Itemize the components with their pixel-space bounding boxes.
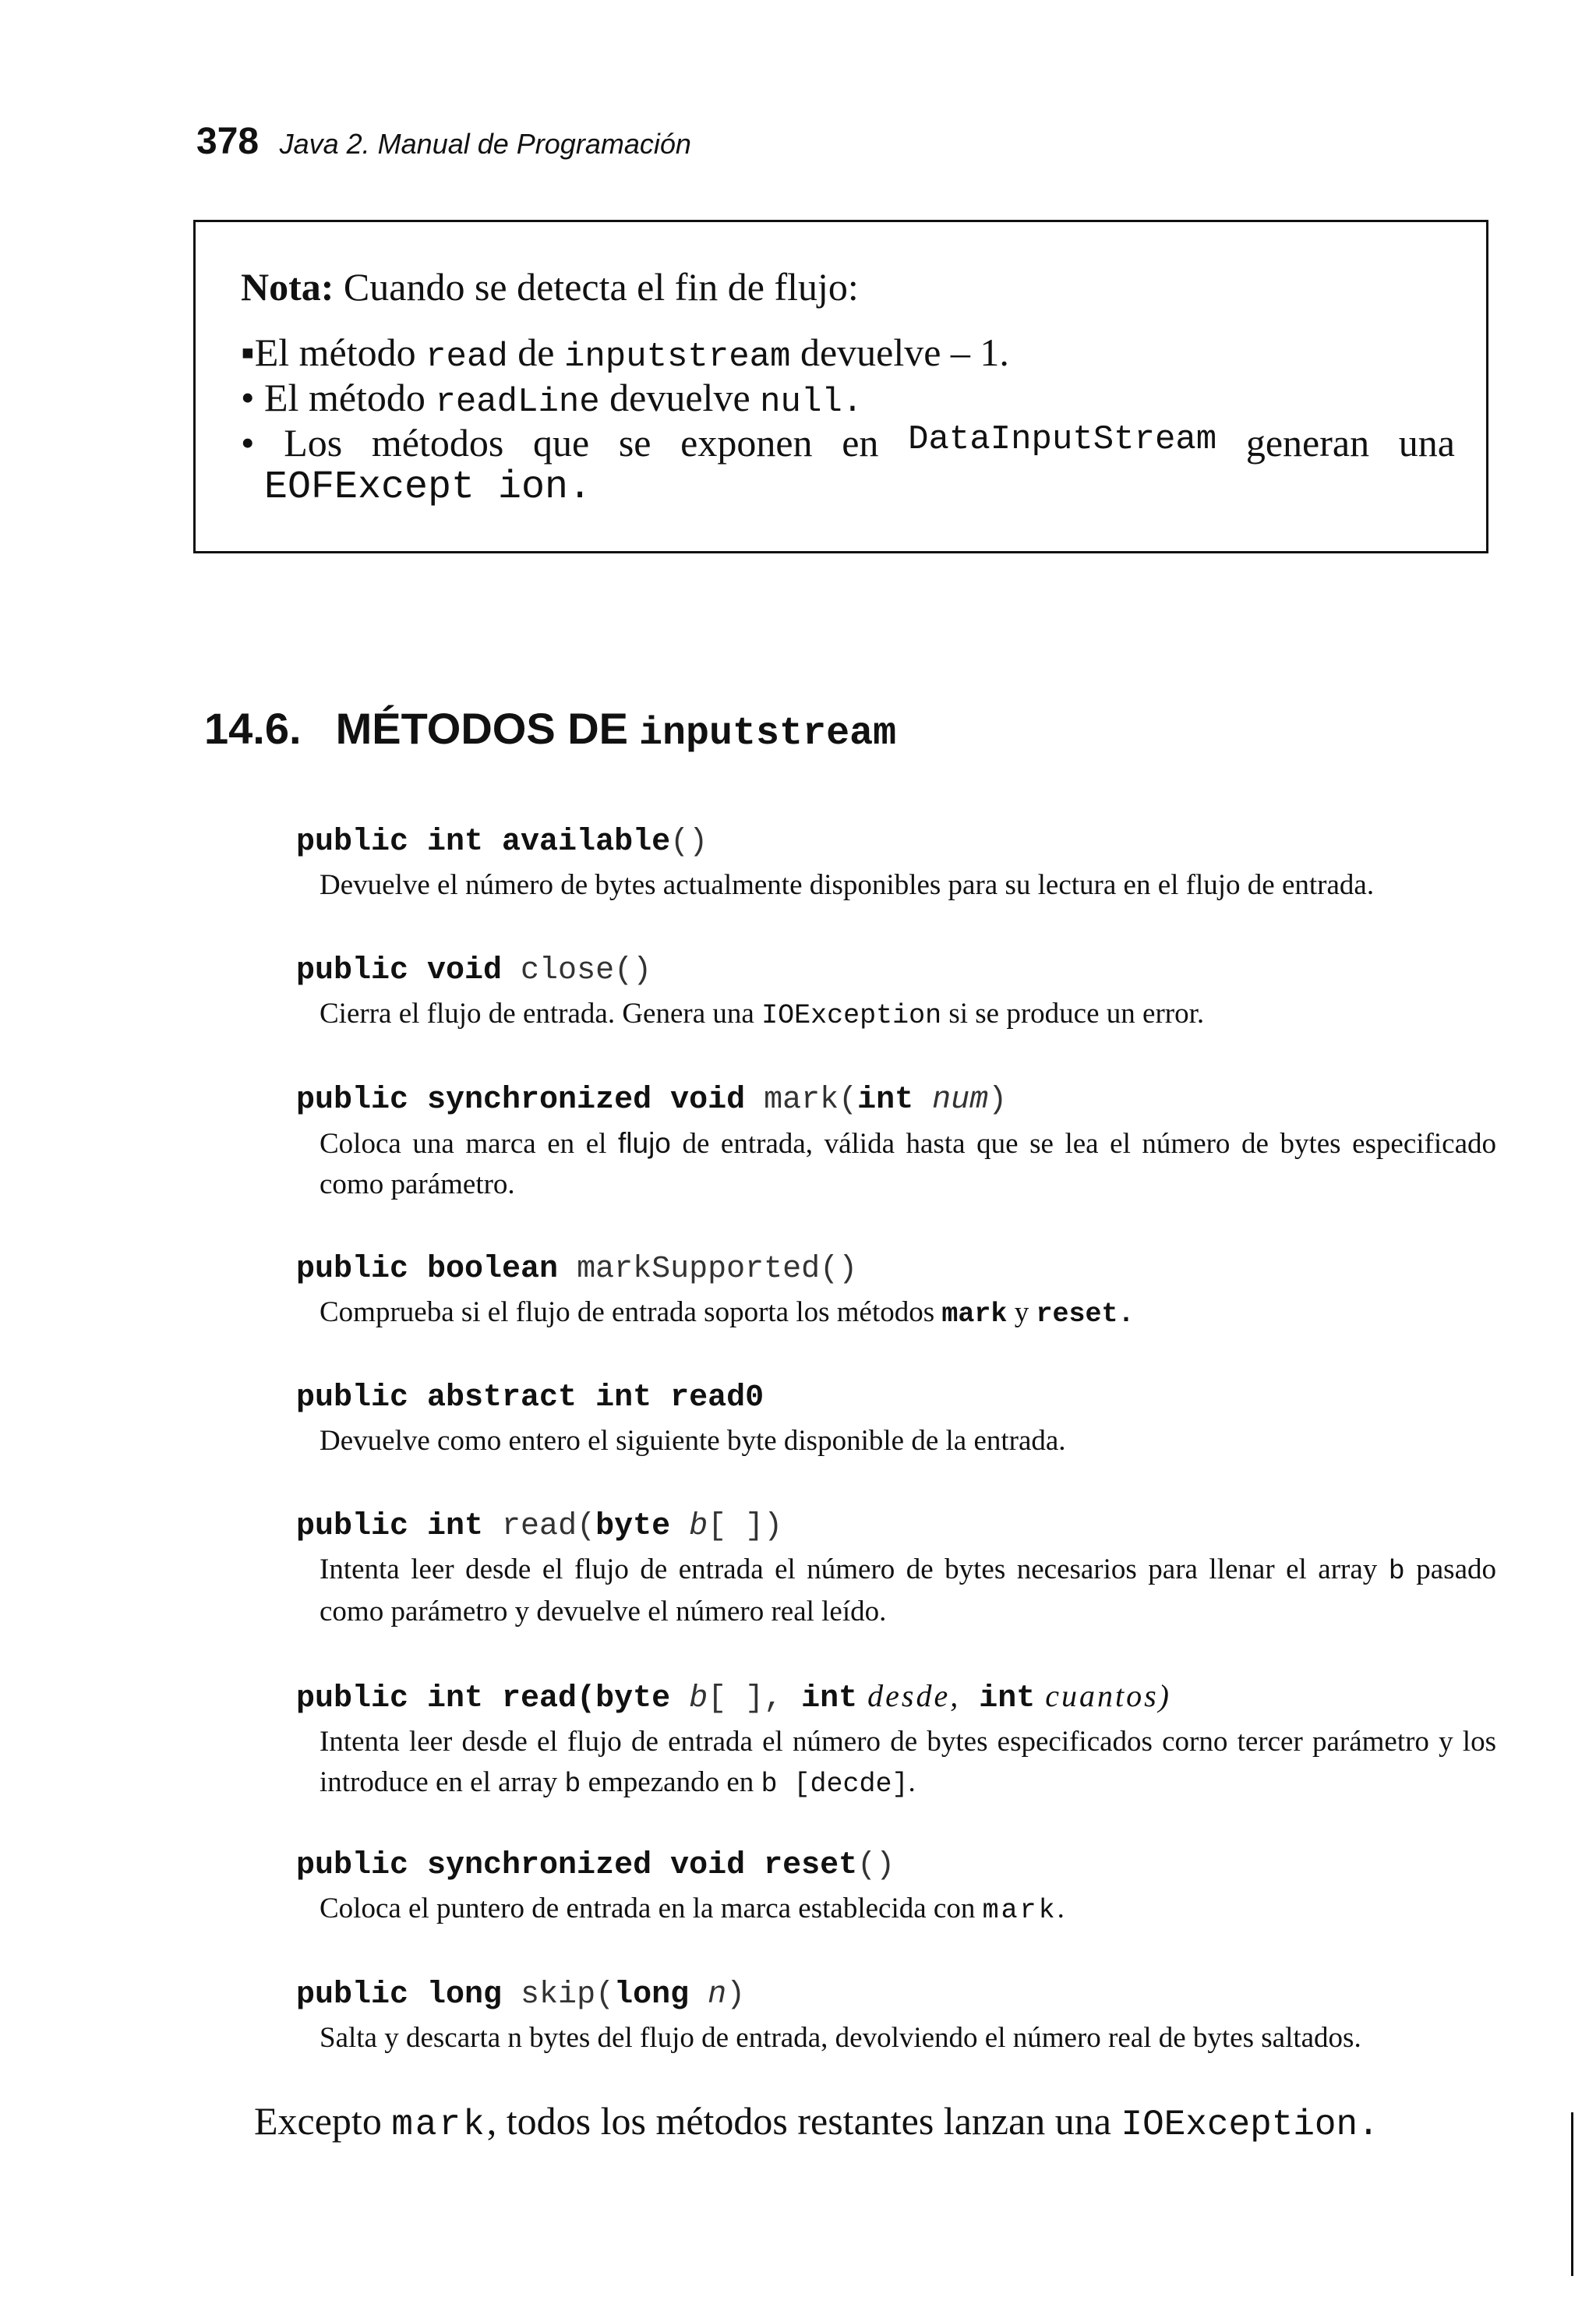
sig-keywords: public boolean (296, 1252, 559, 1287)
sig-rest: close() (502, 953, 652, 988)
page-header (196, 118, 691, 168)
method-read-range (296, 1673, 1496, 1804)
desc-text: de entrada, válida hasta que se lea el número de bytes especificado como parámetro. (320, 1128, 1497, 1200)
desc-text: Intenta leer desde el flujo de entrada el número de bytes especificados corno tercer parámetro y los introduce en el array (320, 1726, 1496, 1798)
desc-text: Cierra el flujo de entrada. Genera una (320, 998, 762, 1030)
sig-type: int (857, 1083, 914, 1118)
sig-rest: ) (726, 1977, 746, 2013)
sig-keywords: public abstract int read0 (296, 1380, 764, 1415)
sig-keywords: public synchronized void (296, 1083, 746, 1118)
desc-text: . (908, 1766, 916, 1798)
note-text: El método (264, 376, 436, 419)
method-signature (296, 949, 1496, 994)
sig-type: int (960, 1681, 1036, 1716)
sig-keywords: public long (296, 1977, 503, 2013)
desc-text: si se produce un error. (941, 998, 1205, 1030)
note-text: devuelve (599, 376, 761, 419)
sig-type: long (614, 1977, 690, 2013)
desc-text: Intenta leer desde el flujo de entrada el número de bytes necesarios para llenar el array (320, 1553, 1389, 1585)
code-null: null. (760, 383, 863, 422)
desc-text: Comprueba si el flujo de entrada soporta los métodos (320, 1296, 942, 1328)
section-title: MÉTODOS DE (335, 704, 629, 753)
method-reset (296, 1843, 1496, 1931)
sig-param: num (913, 1083, 989, 1118)
note-text: devuelve – 1. (790, 330, 1009, 374)
note-title-text: Cuando se detecta el fin de flujo: (334, 265, 859, 309)
method-signature (296, 1673, 1496, 1722)
note-word: generan (1245, 421, 1370, 465)
method-signature (296, 1504, 1496, 1550)
page-number: 378 (196, 121, 260, 162)
method-signature (296, 820, 1496, 865)
method-description (320, 994, 1496, 1036)
code-reset: reset. (1036, 1299, 1135, 1330)
method-signature (296, 1078, 1496, 1123)
method-signature (296, 1973, 1496, 2018)
sig-rest: [ ]) (708, 1509, 783, 1544)
sig-rest: () (670, 825, 708, 860)
desc-text: . (1057, 1893, 1065, 1924)
desc-text: Coloca el puntero de entrada en la marca establecida con (320, 1893, 983, 1924)
note-item-datainputstream (241, 420, 1455, 465)
note-word: métodos (371, 421, 504, 465)
sig-keywords: public int read(byte (296, 1681, 671, 1716)
sig-param: b (670, 1509, 708, 1544)
sig-type: byte (595, 1509, 671, 1544)
code-mark: mark (391, 2105, 487, 2145)
code-mark: mark (982, 1895, 1058, 1926)
method-description (320, 1889, 1496, 1931)
sig-rest: markSupported() (558, 1252, 858, 1287)
note-title (241, 264, 859, 309)
code-mark: mark (941, 1299, 1008, 1330)
sig-rest: () (857, 1848, 895, 1883)
note-item-read (241, 330, 1009, 376)
code-b: b (1388, 1556, 1405, 1587)
method-description: Salta y descarta n bytes del flujo de entrada, devolviendo el número real de bytes saltados. (320, 2022, 1361, 2054)
sig-rest: mark( (745, 1083, 858, 1118)
code-ioexception: IOException. (1121, 2105, 1379, 2145)
code-inputstream: inputstream (563, 338, 791, 376)
note-word: una (1398, 421, 1455, 465)
desc-text: pasado como parámetro y devuelve el número real leído. (320, 1553, 1496, 1628)
margin-rule (1571, 2112, 1573, 2276)
closing-text: Excepto (254, 2099, 392, 2143)
bullet-icon: • (241, 421, 255, 465)
sig-param: n (689, 1977, 727, 2013)
sig-param: cuantos) (1035, 1678, 1171, 1713)
method-close (296, 949, 1496, 1036)
method-signature (296, 1843, 1496, 1889)
sig-type: int (801, 1681, 858, 1716)
method-description (320, 1550, 1496, 1632)
code-ioexception: IOException (761, 1000, 942, 1031)
method-available (296, 820, 1496, 906)
closing-paragraph (254, 2098, 1379, 2145)
method-description (320, 1292, 1496, 1334)
note-label: Nota: (241, 265, 334, 309)
method-mark (296, 1078, 1496, 1205)
code-readline: readLine (435, 383, 600, 422)
method-read-abstract (296, 1376, 1496, 1461)
sig-keywords: public synchronized void reset (296, 1848, 858, 1883)
method-description (320, 1123, 1496, 1205)
method-marksupported (296, 1247, 1496, 1334)
sig-rest: skip( (502, 1977, 615, 2013)
sig-keywords: public void (296, 953, 503, 988)
code-b-index: b [decde] (761, 1769, 909, 1800)
method-skip (296, 1973, 1496, 2059)
desc-text: y (1007, 1296, 1036, 1328)
note-word: que (532, 421, 590, 465)
note-word: se (618, 421, 651, 465)
note-word: Los (284, 421, 343, 465)
note-item-readline (241, 375, 863, 422)
method-signature (296, 1247, 1496, 1292)
square-bullet-icon: ▪ (241, 330, 255, 374)
code-b: b (564, 1769, 581, 1800)
running-title: Java 2. Manual de Programación (279, 128, 691, 160)
section-number: 14.6. (204, 704, 302, 753)
note-word: en (842, 421, 879, 465)
bullet-icon: • (241, 376, 255, 419)
note-text: de (507, 330, 564, 374)
sig-rest: read( (483, 1509, 596, 1544)
section-heading (204, 703, 896, 756)
desc-text: Coloca una marca en el (320, 1128, 618, 1160)
sig-param: b (670, 1681, 708, 1716)
code-eofexception: EOFExcept ion. (264, 465, 592, 510)
sig-keywords: public int available (296, 825, 671, 860)
note-text: El método (254, 330, 426, 374)
method-description: Devuelve como entero el siguiente byte disponible de la entrada. (320, 1425, 1066, 1457)
method-read-array (296, 1504, 1496, 1632)
method-description (320, 1722, 1496, 1804)
code-read: read (425, 338, 508, 376)
section-code: inputstream (639, 712, 897, 756)
note-box (193, 220, 1488, 553)
desc-text: flujo (618, 1127, 671, 1159)
desc-text: empezando en (581, 1766, 761, 1798)
sig-param: desde, (857, 1678, 961, 1713)
closing-text: , todos los métodos restantes lanzan una (486, 2099, 1121, 2143)
code-datainputstream: DataInputStream (908, 420, 1217, 459)
sig-rest: ) (988, 1083, 1008, 1118)
sig-rest: [ ], (708, 1681, 802, 1716)
sig-keywords: public int (296, 1509, 484, 1544)
method-signature (296, 1376, 1496, 1421)
note-word: exponen (680, 421, 813, 465)
method-description: Devuelve el número de bytes actualmente disponibles para su lectura en el flujo de entrada. (320, 869, 1375, 901)
